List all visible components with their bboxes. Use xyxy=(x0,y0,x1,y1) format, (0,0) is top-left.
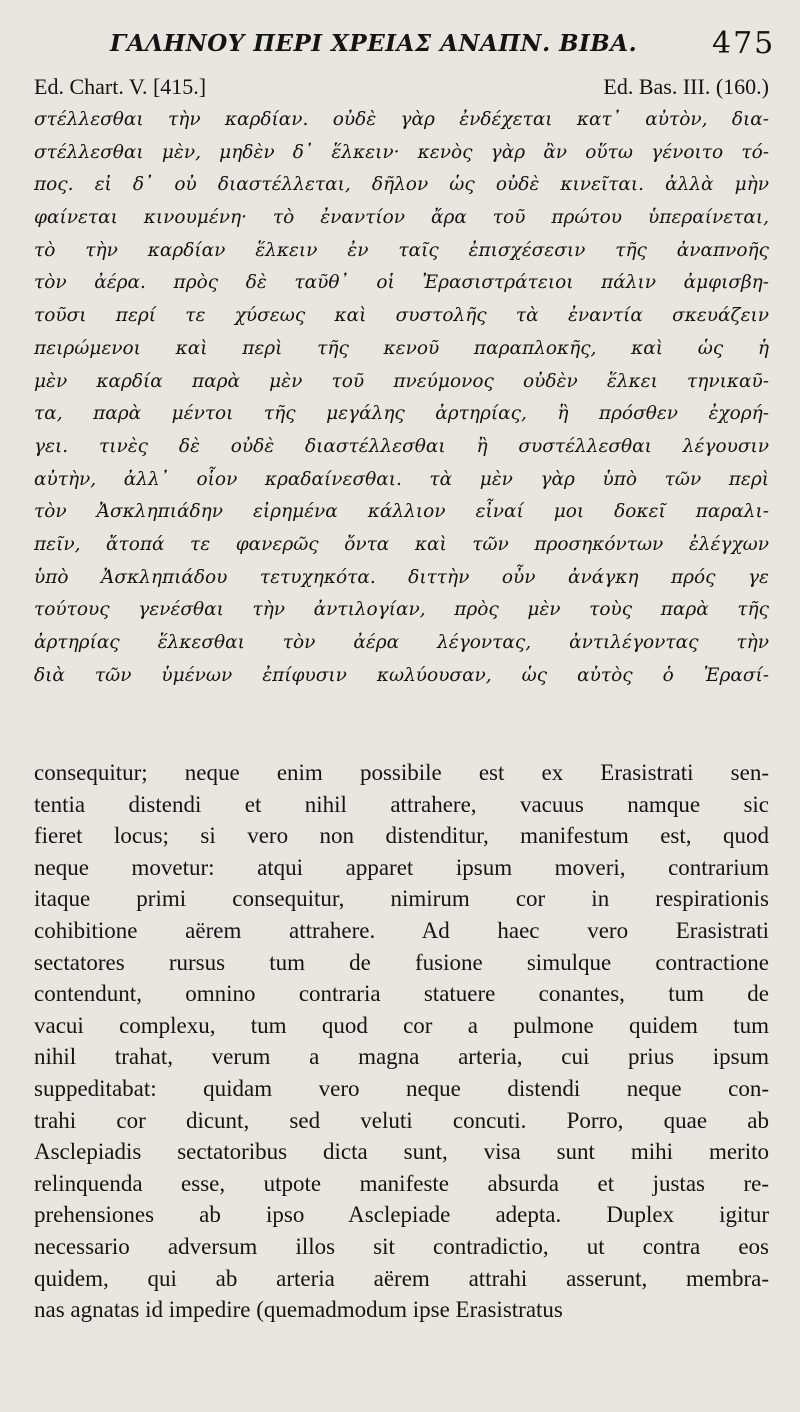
greek-text-line: φαίνεται κινουμένη· τὸ ἐναντίον ἄρα τοῦ πρώτου ὑπεραίνεται, xyxy=(34,207,769,229)
greek-text-line: ὑπὸ Ἀσκληπιάδου τετυχηκότα. διττὴν οὖν ἀνάγκη πρός γε xyxy=(34,566,769,588)
latin-text-block xyxy=(34,757,769,1326)
latin-text-line: contendunt, omnino contraria statuere conantes, tum de xyxy=(34,981,769,1007)
greek-text-line: τὸν Ἀσκληπιάδην εἰρημένα κάλλιον εἶναί μοι δοκεῖ παραλι- xyxy=(34,501,769,523)
latin-text-line: quidem, qui ab arteria aërem attrahi asserunt, membra- xyxy=(34,1265,769,1291)
greek-text-line: διὰ τῶν ὑμένων ἐπίφυσιν κωλύουσαν, ὡς αὐτὸς ὁ Ἐρασί- xyxy=(34,664,769,686)
greek-text-line: τὸν ἀέρα. πρὸς δὲ ταῦθ᾽ οἱ Ἐρασιστράτειοι πάλιν ἀμφισβη- xyxy=(34,272,769,294)
greek-text-line: ἀρτηρίας ἕλκεσθαι τὸν ἀέρα λέγοντας, ἀντιλέγοντας τὴν xyxy=(34,632,769,653)
greek-text-line: μὲν καρδία παρὰ μὲν τοῦ πνεύμονος οὐδὲν ἕλκει τηνικαῦ- xyxy=(34,370,769,392)
latin-text-line: neque movetur: atqui apparet ipsum moveri, contrarium xyxy=(34,854,769,880)
latin-text-line: suppeditabat: quidam vero neque distendi neque con- xyxy=(34,1075,769,1101)
latin-text-line: sectatores rursus tum de fusione simulque contractione xyxy=(34,949,769,975)
greek-text-line: αὐτὴν, ἀλλ᾽ οἷον κραδαίνεσθαι. τὰ μὲν γὰρ ὑπὸ τῶν περὶ xyxy=(34,468,769,490)
page-number: 475 xyxy=(712,26,776,61)
latin-text-line: nas agnatas id impedire (quemadmodum ipse Erasistratus xyxy=(34,1297,563,1323)
greek-text-block xyxy=(34,104,769,692)
greek-text-line: τοῦσι περί τε χύσεως καὶ συστολῆς τὰ ἐναντία σκευάζειν xyxy=(34,305,769,327)
running-head xyxy=(0,22,800,68)
edition-basel: Ed. Bas. III. (160.) xyxy=(603,74,769,99)
latin-text-line: tentia distendi et nihil attrahere, vacuus namque sic xyxy=(34,791,769,817)
edition-references xyxy=(34,74,769,104)
edition-chartier: Ed. Chart. V. [415.] xyxy=(34,74,207,99)
latin-text-line: itaque primi consequitur, nimirum cor in respirationis xyxy=(34,886,769,912)
greek-text-line: στέλλεσθαι μὲν, μηδὲν δ᾽ ἕλκειν· κενὸς γὰρ ἂν οὕτω γένοιτο τό- xyxy=(34,141,769,163)
greek-text-line: γει. τινὲς δὲ οὐδὲ διαστέλλεσθαι ἢ συστέλλεσθαι λέγουσιν xyxy=(34,435,769,457)
greek-text-line: τούτους γενέσθαι τὴν ἀντιλογίαν, πρὸς μὲν τοὺς παρὰ τῆς xyxy=(34,599,769,621)
latin-text-line: Asclepiadis sectatoribus dicta sunt, visa sunt mihi merito xyxy=(34,1139,769,1165)
latin-text-line: fieret locus; si vero non distenditur, manifestum est, quod xyxy=(34,823,769,849)
latin-text-line: relinquenda esse, utpote manifeste absurda et justas re- xyxy=(34,1170,769,1196)
greek-text-line: τὸ τὴν καρδίαν ἕλκειν ἐν ταῖς ἐπισχέσεσιν τῆς ἀναπνοῆς xyxy=(34,239,769,261)
greek-text-line: στέλλεσθαι τὴν καρδίαν. οὐδὲ γὰρ ἐνδέχεται κατ᾽ αὐτὸν, δια- xyxy=(34,109,769,130)
greek-text-line: πειρώμενοι καὶ περὶ τῆς κενοῦ παραπλοκῆς, καὶ ὡς ἡ xyxy=(34,337,769,359)
latin-text-line: nihil trahat, verum a magna arteria, cui prius ipsum xyxy=(34,1044,769,1070)
latin-text-line: consequitur; neque enim possibile est ex Erasistrati sen- xyxy=(34,760,769,785)
latin-text-line: prehensiones ab ipso Asclepiade adepta. Duplex igitur xyxy=(34,1202,769,1228)
latin-text-line: trahi cor dicunt, sed veluti concuti. Porro, quae ab xyxy=(34,1107,769,1133)
latin-text-line: vacui complexu, tum quod cor a pulmone quidem tum xyxy=(34,1012,769,1038)
latin-text-line: necessario adversum illos sit contradictio, ut contra eos xyxy=(34,1233,769,1259)
greek-text-line: πεῖν, ἄτοπά τε φανερῶς ὄντα καὶ τῶν προσηκόντων ἐλέγχων xyxy=(34,533,769,555)
latin-text-line: cohibitione aërem attrahere. Ad haec vero Erasistrati xyxy=(34,917,769,943)
greek-text-line: τα, παρὰ μέντοι τῆς μεγάλης ἀρτηρίας, ἣ πρόσθεν ἐχορή- xyxy=(34,403,769,425)
greek-text-line: πος. εἰ δ᾽ οὐ διαστέλλεται, δῆλον ὡς οὐδὲ κινεῖται. ἀλλὰ μὴν xyxy=(34,174,769,196)
running-title: ΓΑΛΗΝΟΥ ΠΕΡΙ ΧΡΕΙΑΣ ΑΝΑΠΝ. ΒΙΒΑ. xyxy=(110,30,638,57)
